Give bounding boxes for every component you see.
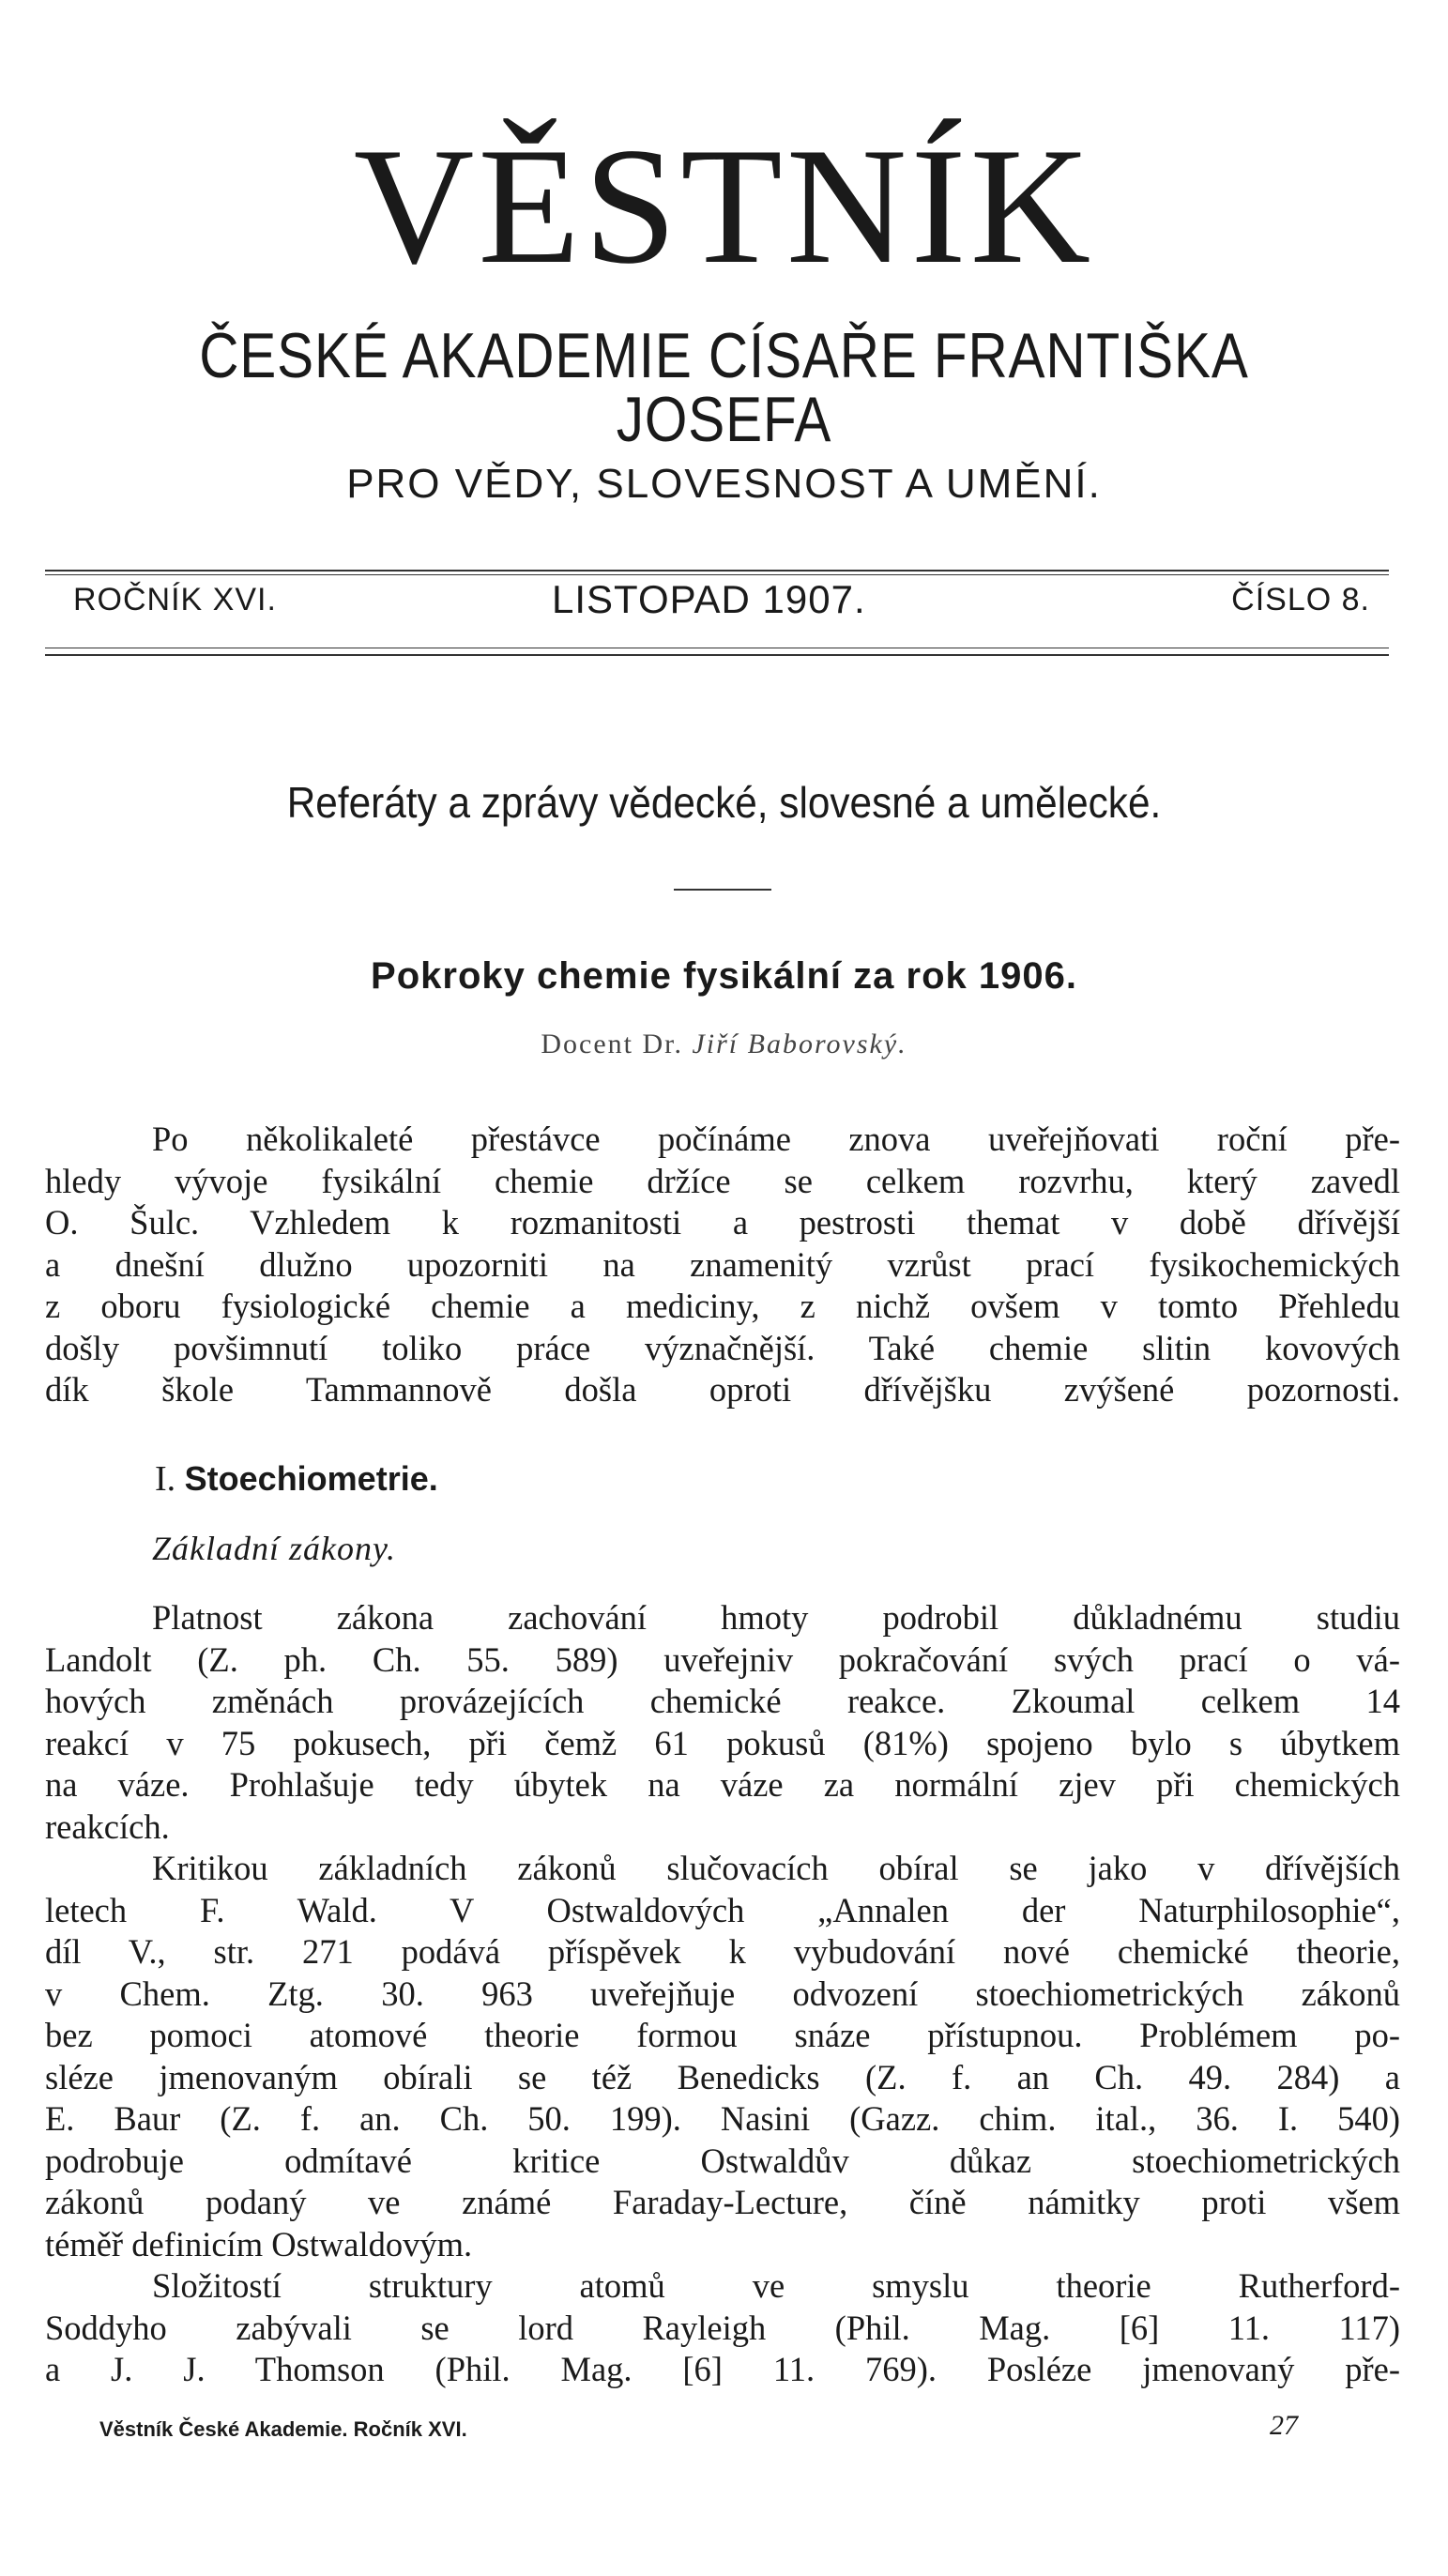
body-line: a J. J. Thomson (Phil. Mag. [6] 11. 769). Posléze jmenovaný pře- (45, 2350, 1400, 2388)
journal-title: VĚSTNÍK (353, 113, 1095, 298)
issue-date: LISTOPAD 1907. (552, 577, 866, 621)
body-line: na váze. Prohlašuje tedy úbytek na váze za normální zjev při chemických (45, 1765, 1400, 1804)
body-line: E. Baur (Z. f. an. Ch. 50. 199). Nasini (Gazz. chim. ital., 36. I. 540) (45, 2099, 1400, 2138)
top-rule-1 (45, 570, 1389, 572)
body-line: v Chem. Ztg. 30. 963 uveřejňuje odvození stoechiometrických zákonů (45, 1974, 1400, 2013)
intro-line: dík škole Tammannově došla oproti dřívějšku zvýšené pozornosti. (45, 1370, 1400, 1409)
page-number: 27 (1270, 2410, 1298, 2441)
body-line: sléze jmenovaným obírali se též Benedicks (Z. f. an Ch. 49. 284) a (45, 2057, 1400, 2096)
body-line: Kritikou základních zákonů slučovacích obíral se jako v dřívějších (152, 1849, 1400, 1887)
heading-number: I. (155, 1459, 176, 1499)
author-name: Jiří Baborovský. (692, 1029, 907, 1059)
body-text (45, 1597, 1400, 2391)
article-title: Pokroky chemie fysikální za rok 1906. (371, 955, 1077, 997)
intro-line: z oboru fysiologické chemie a mediciny, z nichž ovšem v tomto Přehledu (45, 1287, 1400, 1325)
journal-subtitle: ČESKÉ AKADEMIE CÍSAŘE FRANTIŠKA JOSEFA (199, 320, 1249, 455)
author-prefix: Docent Dr. (541, 1029, 683, 1059)
section-divider (674, 889, 771, 891)
intro-paragraph (45, 1119, 1400, 1411)
intro-line: došly povšimnutí toliko práce význačnější. Také chemie slitin kovových (45, 1328, 1400, 1367)
heading-text: Stoechiometrie. (184, 1459, 438, 1498)
intro-line: O. Šulc. Vzhledem k rozmanitosti a pestrosti themat v době dřívější (45, 1203, 1400, 1242)
body-line: reakcí v 75 pokusech, při čemž 61 pokusů (81%) spojeno bylo s úbytkem (45, 1723, 1400, 1762)
issue-volume: ROČNÍK XVI. (73, 582, 277, 617)
body-line: zákonů podaný ve známé Faraday-Lecture, číně námitky proti všem (45, 2183, 1400, 2221)
body-line: Složitostí struktury atomů ve smyslu theorie Rutherford- (152, 2266, 1400, 2305)
body-line: letech F. Wald. V Ostwaldových „Annalen der Naturphilosophie“, (45, 1890, 1400, 1929)
body-line: reakcích. (45, 1806, 170, 1846)
article-author (0, 1030, 1448, 1059)
section-title: Referáty a zprávy vědecké, slovesné a umělecké. (286, 778, 1162, 827)
intro-line: Po několikaleté přestávce počínáme znova uveřejňovati roční pře- (152, 1120, 1400, 1158)
body-line: hových změnách provázejících chemické reakce. Zkoumal celkem 14 (45, 1682, 1400, 1720)
body-line: podrobuje odmítavé kritice Ostwaldův důkaz stoechiometrických (45, 2141, 1400, 2180)
footer-journal: Věstník České Akademie. Ročník XVI. (99, 2417, 467, 2441)
body-line: Soddyho zabývali se lord Rayleigh (Phil. Mag. [6] 11. 117) (45, 2308, 1400, 2347)
bottom-rule-2 (45, 654, 1389, 656)
body-line: téměř definicím Ostwaldovým. (45, 2224, 473, 2264)
issue-number: ČÍSLO 8. (1231, 582, 1370, 617)
top-rule-2 (45, 574, 1389, 575)
subheading: Základní zákony. (152, 1530, 396, 1567)
body-line: bez pomoci atomové theorie formou snáze přístupnou. Problémem po- (45, 2016, 1400, 2054)
body-line: díl V., str. 271 podává příspěvek k vybudování nové chemické theorie, (45, 1932, 1400, 1971)
section-heading (155, 1461, 438, 1497)
intro-line: a dnešní dlužno upozorniti na znamenitý vzrůst prací fysikochemických (45, 1244, 1400, 1284)
body-line: Platnost zákona zachování hmoty podrobil důkladnému studiu (152, 1598, 1400, 1637)
journal-subtitle-2: PRO VĚDY, SLOVESNOST A UMĚNÍ. (346, 461, 1102, 507)
body-line: Landolt (Z. ph. Ch. 55. 589) uveřejniv pokračování svých prací o vá- (45, 1639, 1400, 1679)
intro-line: hledy vývoje fysikální chemie držíce se celkem rozvrhu, který zavedl (45, 1161, 1400, 1200)
